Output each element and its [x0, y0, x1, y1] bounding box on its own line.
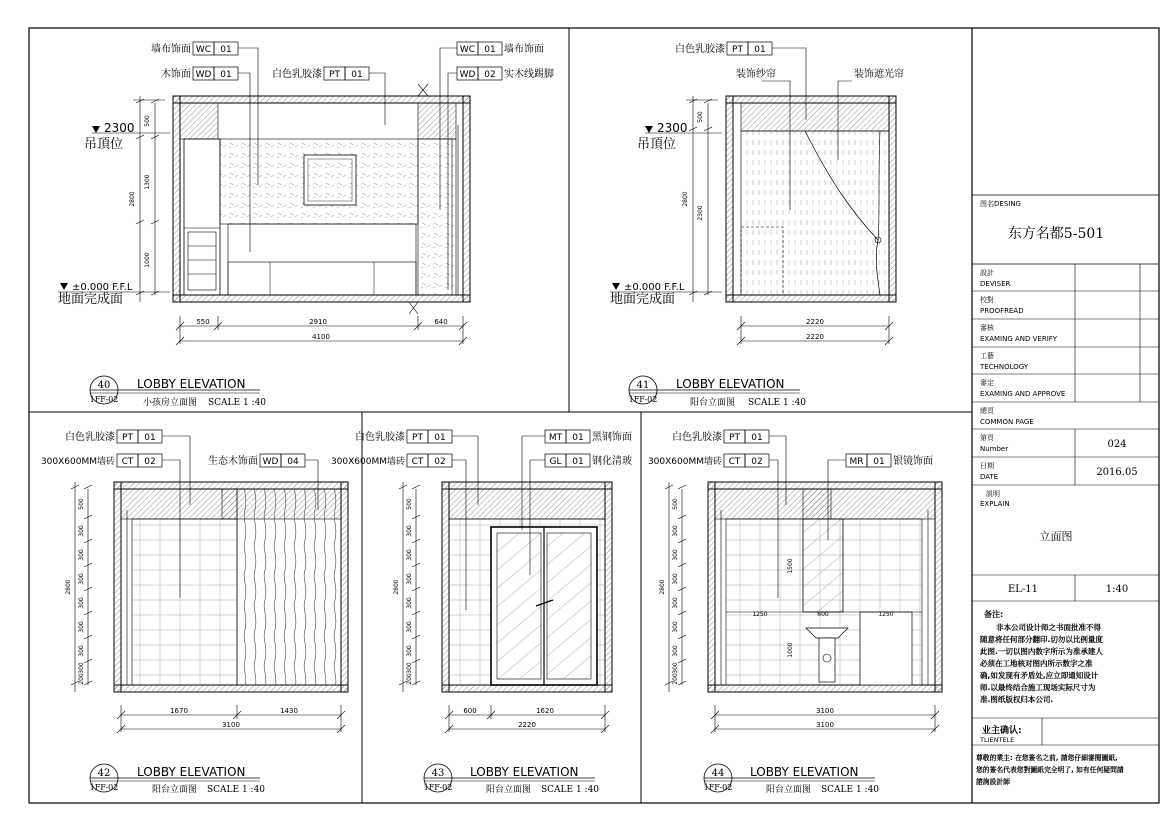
svg-text:1FF-02: 1FF-02 — [89, 395, 119, 404]
dim-h: 1620 — [536, 707, 554, 715]
dim-h: 2910 — [309, 318, 327, 326]
dim-v: 300 — [672, 645, 679, 657]
level-marker-icon — [92, 126, 100, 133]
svg-text:諮詢設計師: 諮詢設計師 — [976, 778, 1010, 786]
title-label-41 — [629, 376, 807, 408]
svg-text:1FF-02: 1FF-02 — [628, 395, 658, 404]
dim-v: 2800 — [65, 579, 72, 595]
dim-total: 2220 — [518, 721, 536, 729]
svg-text:SCALE 1 :40: SCALE 1 :40 — [208, 398, 267, 408]
svg-text:COMMON PAGE: COMMON PAGE — [980, 418, 1034, 426]
svg-text:01: 01 — [144, 433, 156, 443]
bed — [228, 224, 416, 295]
svg-text:PROOFREAD: PROOFREAD — [980, 307, 1024, 315]
dim-v: 300 — [78, 645, 85, 657]
svg-text:總頁: 總頁 — [980, 407, 994, 415]
svg-text:阳台立面图: 阳台立面图 — [766, 785, 812, 795]
dim-v: 2800 — [129, 191, 136, 207]
svg-text:WD: WD — [459, 70, 476, 80]
dim-v: 300 — [672, 549, 679, 561]
svg-text:02: 02 — [434, 457, 446, 467]
svg-text:01: 01 — [572, 457, 584, 467]
svg-text:WC: WC — [459, 45, 476, 55]
svg-text:01: 01 — [220, 45, 232, 55]
ceiling-level-label: 吊頂位 — [84, 137, 124, 152]
svg-text:校對: 校對 — [980, 296, 994, 304]
svg-text:白色乳胶漆: 白色乳胶漆 — [675, 44, 725, 55]
svg-text:银镜饰面: 银镜饰面 — [893, 456, 933, 467]
svg-text:TLIENTELE: TLIENTELE — [980, 736, 1015, 744]
floor-level-label: 地面完成面 — [610, 292, 676, 307]
dim-total: 3100 — [222, 721, 240, 729]
dim-v: 300 — [78, 573, 85, 585]
svg-text:PT: PT — [329, 70, 340, 80]
svg-text:PT: PT — [732, 45, 743, 55]
svg-text:WC: WC — [195, 45, 212, 55]
dim-v: 2300 — [697, 205, 704, 221]
dim-total: 4100 — [312, 333, 330, 341]
title-label-40 — [90, 376, 267, 408]
svg-text:01: 01 — [572, 433, 584, 443]
svg-text:白色乳胶漆: 白色乳胶漆 — [65, 432, 115, 443]
svg-text:此图.一切以图内数字所示为准承建人: 此图.一切以图内数字所示为准承建人 — [980, 647, 1103, 656]
dim-v: 300 — [78, 549, 85, 561]
dim-v: 300 — [78, 662, 85, 674]
svg-text:钢化清玻: 钢化清玻 — [592, 456, 632, 467]
svg-text:黑钢饰面: 黑钢饰面 — [592, 432, 632, 443]
svg-text:CT: CT — [728, 457, 741, 467]
dim-v: 2800 — [393, 579, 400, 595]
dim-inner: 1250 — [752, 611, 768, 618]
svg-text:01: 01 — [434, 433, 446, 443]
dim-v: 200 — [672, 673, 679, 685]
svg-text:LOBBY ELEVATION: LOBBY ELEVATION — [676, 377, 785, 391]
elevation-panel-40 — [58, 42, 554, 408]
svg-text:工藝: 工藝 — [980, 352, 994, 360]
svg-text:02: 02 — [484, 70, 496, 80]
svg-text:EXPLAIN: EXPLAIN — [980, 500, 1010, 508]
svg-text:01: 01 — [751, 433, 763, 443]
svg-text:第頁: 第頁 — [980, 434, 994, 442]
svg-text:1FF-02: 1FF-02 — [423, 783, 453, 792]
ceiling-level: 2300 — [104, 121, 135, 135]
svg-text:PT: PT — [122, 433, 133, 443]
dim-v: 1300 — [144, 174, 151, 190]
svg-text:日期: 日期 — [980, 462, 994, 470]
level-marker-icon — [645, 126, 653, 133]
svg-text:MR: MR — [849, 457, 864, 467]
svg-text:43: 43 — [431, 768, 445, 779]
level-marker-icon — [612, 283, 620, 290]
dim-inner: 1000 — [787, 642, 794, 658]
dim-v: 300 — [672, 621, 679, 633]
dim-h: 1430 — [280, 707, 298, 715]
svg-text:SCALE 1 :40: SCALE 1 :40 — [821, 785, 880, 795]
svg-text:LOBBY ELEVATION: LOBBY ELEVATION — [137, 377, 246, 391]
svg-text:非本公司设计师之书面批准不得: 非本公司设计师之书面批准不得 — [996, 623, 1101, 632]
dim-v: 200 — [406, 673, 413, 685]
svg-text:42: 42 — [97, 768, 111, 779]
dim-v: 500 — [406, 498, 413, 510]
drawing-number: EL-11 — [1007, 584, 1039, 595]
dim-v: 300 — [406, 549, 413, 561]
svg-text:确,如发现有矛盾处,应立即通知设计: 确,如发现有矛盾处,应立即通知设计 — [980, 671, 1099, 680]
elevation-panel-43 — [331, 430, 632, 795]
dim-h: 550 — [196, 318, 210, 326]
explain-value: 立面图 — [1039, 530, 1073, 543]
dim-v: 500 — [78, 498, 85, 510]
floor-level: ±0.000 F.F.L — [72, 282, 133, 293]
svg-text:阳台立面图: 阳台立面图 — [486, 785, 532, 795]
wood-panel — [237, 489, 341, 685]
svg-text:設計: 設計 — [980, 269, 994, 277]
svg-text:随意将任何部分翻印.切勿以比例量度: 随意将任何部分翻印.切勿以比例量度 — [980, 635, 1103, 644]
dim-total: 3100 — [816, 721, 834, 729]
notes-title: 备注: — [984, 610, 1004, 619]
svg-text:您的簽名代表您對圖紙完全明了, 如有任何疑問請: 您的簽名代表您對圖紙完全明了, 如有任何疑問請 — [976, 766, 1124, 774]
svg-text:01: 01 — [754, 45, 766, 55]
dim-v: 200 — [78, 673, 85, 685]
dim-v: 300 — [672, 597, 679, 609]
sheer-curtain — [741, 131, 889, 295]
dim-v: 500 — [144, 115, 151, 127]
svg-text:300X600MM墙砖: 300X600MM墙砖 — [330, 457, 405, 467]
dim-h: 1670 — [170, 707, 188, 715]
svg-text:EXAMING AND APPROVE: EXAMING AND APPROVE — [980, 390, 1066, 398]
svg-text:实木线踢脚: 实木线踢脚 — [504, 69, 554, 80]
client-confirm-label: 业主确认: — [982, 726, 1022, 736]
svg-text:1FF-02: 1FF-02 — [703, 783, 733, 792]
explain-label: 説明 — [986, 490, 1000, 498]
svg-text:41: 41 — [636, 380, 650, 391]
svg-text:PT: PT — [729, 433, 740, 443]
svg-text:SCALE 1 :40: SCALE 1 :40 — [541, 785, 600, 795]
drawing-scale: 1:40 — [1105, 584, 1129, 595]
svg-text:必须在工地核对图内所示数字之准: 必须在工地核对图内所示数字之准 — [980, 659, 1093, 668]
dim-h: 640 — [434, 318, 448, 326]
svg-text:44: 44 — [711, 768, 725, 779]
svg-text:墙布饰面: 墙布饰面 — [151, 44, 191, 55]
level-marker-icon — [60, 283, 68, 290]
svg-text:白色乳胶漆: 白色乳胶漆 — [355, 432, 405, 443]
title-label-42 — [90, 764, 266, 795]
annotation-label: 装饰纱帘 — [736, 69, 776, 80]
wardrobe — [184, 139, 220, 295]
svg-text:1FF-02: 1FF-02 — [89, 783, 119, 792]
svg-text:LOBBY ELEVATION: LOBBY ELEVATION — [470, 765, 579, 779]
dim-h: 2220 — [806, 318, 824, 326]
svg-text:04: 04 — [287, 457, 299, 467]
svg-text:LOBBY ELEVATION: LOBBY ELEVATION — [137, 765, 246, 779]
dim-v: 300 — [78, 621, 85, 633]
svg-text:尊敬的業主: 在您簽名之前, 請您仔細審閱圖紙,: 尊敬的業主: 在您簽名之前, 請您仔細審閱圖紙, — [976, 754, 1118, 762]
ceiling-level: 2300 — [657, 121, 688, 135]
title-label-44 — [704, 764, 880, 795]
floor-level: ±0.000 F.F.L — [624, 282, 685, 293]
dim-v: 500 — [672, 498, 679, 510]
dim-inner: 600 — [817, 611, 829, 618]
dim-v: 300 — [406, 597, 413, 609]
svg-text:生态木饰面: 生态木饰面 — [208, 456, 258, 467]
annotation-label: 装饰遮光帘 — [854, 69, 904, 80]
svg-text:01: 01 — [873, 457, 885, 467]
svg-text:01: 01 — [351, 70, 363, 80]
ceiling-level-label: 吊頂位 — [637, 137, 677, 152]
svg-text:02: 02 — [751, 457, 763, 467]
dim-v: 300 — [78, 525, 85, 537]
project-name: 东方名都5-501 — [1007, 226, 1105, 242]
dim-v: 1000 — [144, 252, 151, 268]
svg-text:准.图纸版权归本公司.: 准.图纸版权归本公司. — [980, 695, 1054, 704]
dim-total: 2220 — [806, 333, 824, 341]
svg-text:LOBBY ELEVATION: LOBBY ELEVATION — [750, 765, 859, 779]
svg-text:300X600MM墙砖: 300X600MM墙砖 — [647, 457, 722, 467]
floor-level-label: 地面完成面 — [58, 292, 124, 307]
dim-v: 500 — [697, 111, 704, 123]
svg-text:小孩房立面图: 小孩房立面图 — [143, 398, 198, 408]
svg-text:木饰面: 木饰面 — [161, 69, 191, 80]
svg-text:白色乳胶漆: 白色乳胶漆 — [672, 432, 722, 443]
dim-v: 300 — [406, 621, 413, 633]
svg-text:01: 01 — [484, 45, 496, 55]
svg-text:白色乳胶漆: 白色乳胶漆 — [272, 69, 322, 80]
client-notice — [976, 753, 1124, 786]
elevation-panel-42 — [41, 430, 348, 795]
dim-v: 2800 — [659, 579, 666, 595]
title-label-43 — [424, 764, 600, 795]
svg-text:阳台立面图: 阳台立面图 — [152, 785, 198, 795]
svg-text:EXAMING AND VERIFY: EXAMING AND VERIFY — [980, 335, 1058, 343]
elevation-panel-41 — [610, 42, 904, 408]
dim-v: 300 — [406, 525, 413, 537]
svg-text:審定: 審定 — [980, 379, 994, 387]
wall-tiles — [132, 519, 237, 685]
notes-text — [980, 622, 1103, 704]
svg-text:阳台立面图: 阳台立面图 — [690, 398, 736, 408]
svg-text:CT: CT — [411, 457, 424, 467]
svg-text:02: 02 — [144, 457, 156, 467]
dim-v: 300 — [78, 597, 85, 609]
svg-text:TECHNOLOGY: TECHNOLOGY — [980, 363, 1029, 371]
svg-text:審核: 審核 — [980, 324, 994, 332]
drawing-name-label: 图名DESING — [980, 200, 1021, 208]
dim-v: 300 — [672, 662, 679, 674]
svg-text:SCALE 1 :40: SCALE 1 :40 — [207, 785, 266, 795]
mirror — [803, 519, 843, 612]
elevation-panel-44 — [648, 430, 942, 795]
dim-v: 300 — [406, 662, 413, 674]
svg-text:DEVISER: DEVISER — [980, 280, 1011, 288]
page-number: 024 — [1107, 439, 1127, 450]
dim-h: 600 — [463, 707, 477, 715]
svg-text:WD: WD — [195, 70, 212, 80]
svg-text:GL: GL — [549, 457, 562, 467]
dim-inner: 1250 — [878, 611, 894, 618]
toilet — [860, 612, 912, 685]
title-block — [972, 195, 1159, 786]
svg-text:CT: CT — [121, 457, 134, 467]
dim-v: 300 — [406, 645, 413, 657]
dim-h: 3100 — [816, 707, 834, 715]
svg-text:40: 40 — [97, 380, 111, 391]
svg-text:WD: WD — [262, 457, 279, 467]
dim-v: 300 — [406, 573, 413, 585]
svg-text:SCALE 1 :40: SCALE 1 :40 — [748, 398, 807, 408]
date-value: 2016.05 — [1096, 467, 1138, 478]
svg-text:300X600MM墙砖: 300X600MM墙砖 — [40, 457, 115, 467]
svg-text:PT: PT — [412, 433, 423, 443]
dim-v: 2800 — [682, 191, 689, 207]
dim-inner: 1500 — [787, 558, 794, 574]
svg-text:墙布饰面: 墙布饰面 — [504, 44, 544, 55]
svg-text:MT: MT — [548, 433, 563, 443]
dim-v: 300 — [672, 573, 679, 585]
svg-text:Number: Number — [980, 445, 1009, 453]
svg-text:师.以最终结合施工现场实际尺寸为: 师.以最终结合施工现场实际尺寸为 — [980, 683, 1096, 692]
svg-text:01: 01 — [220, 70, 232, 80]
dim-v: 300 — [672, 525, 679, 537]
svg-text:DATE: DATE — [980, 473, 999, 481]
